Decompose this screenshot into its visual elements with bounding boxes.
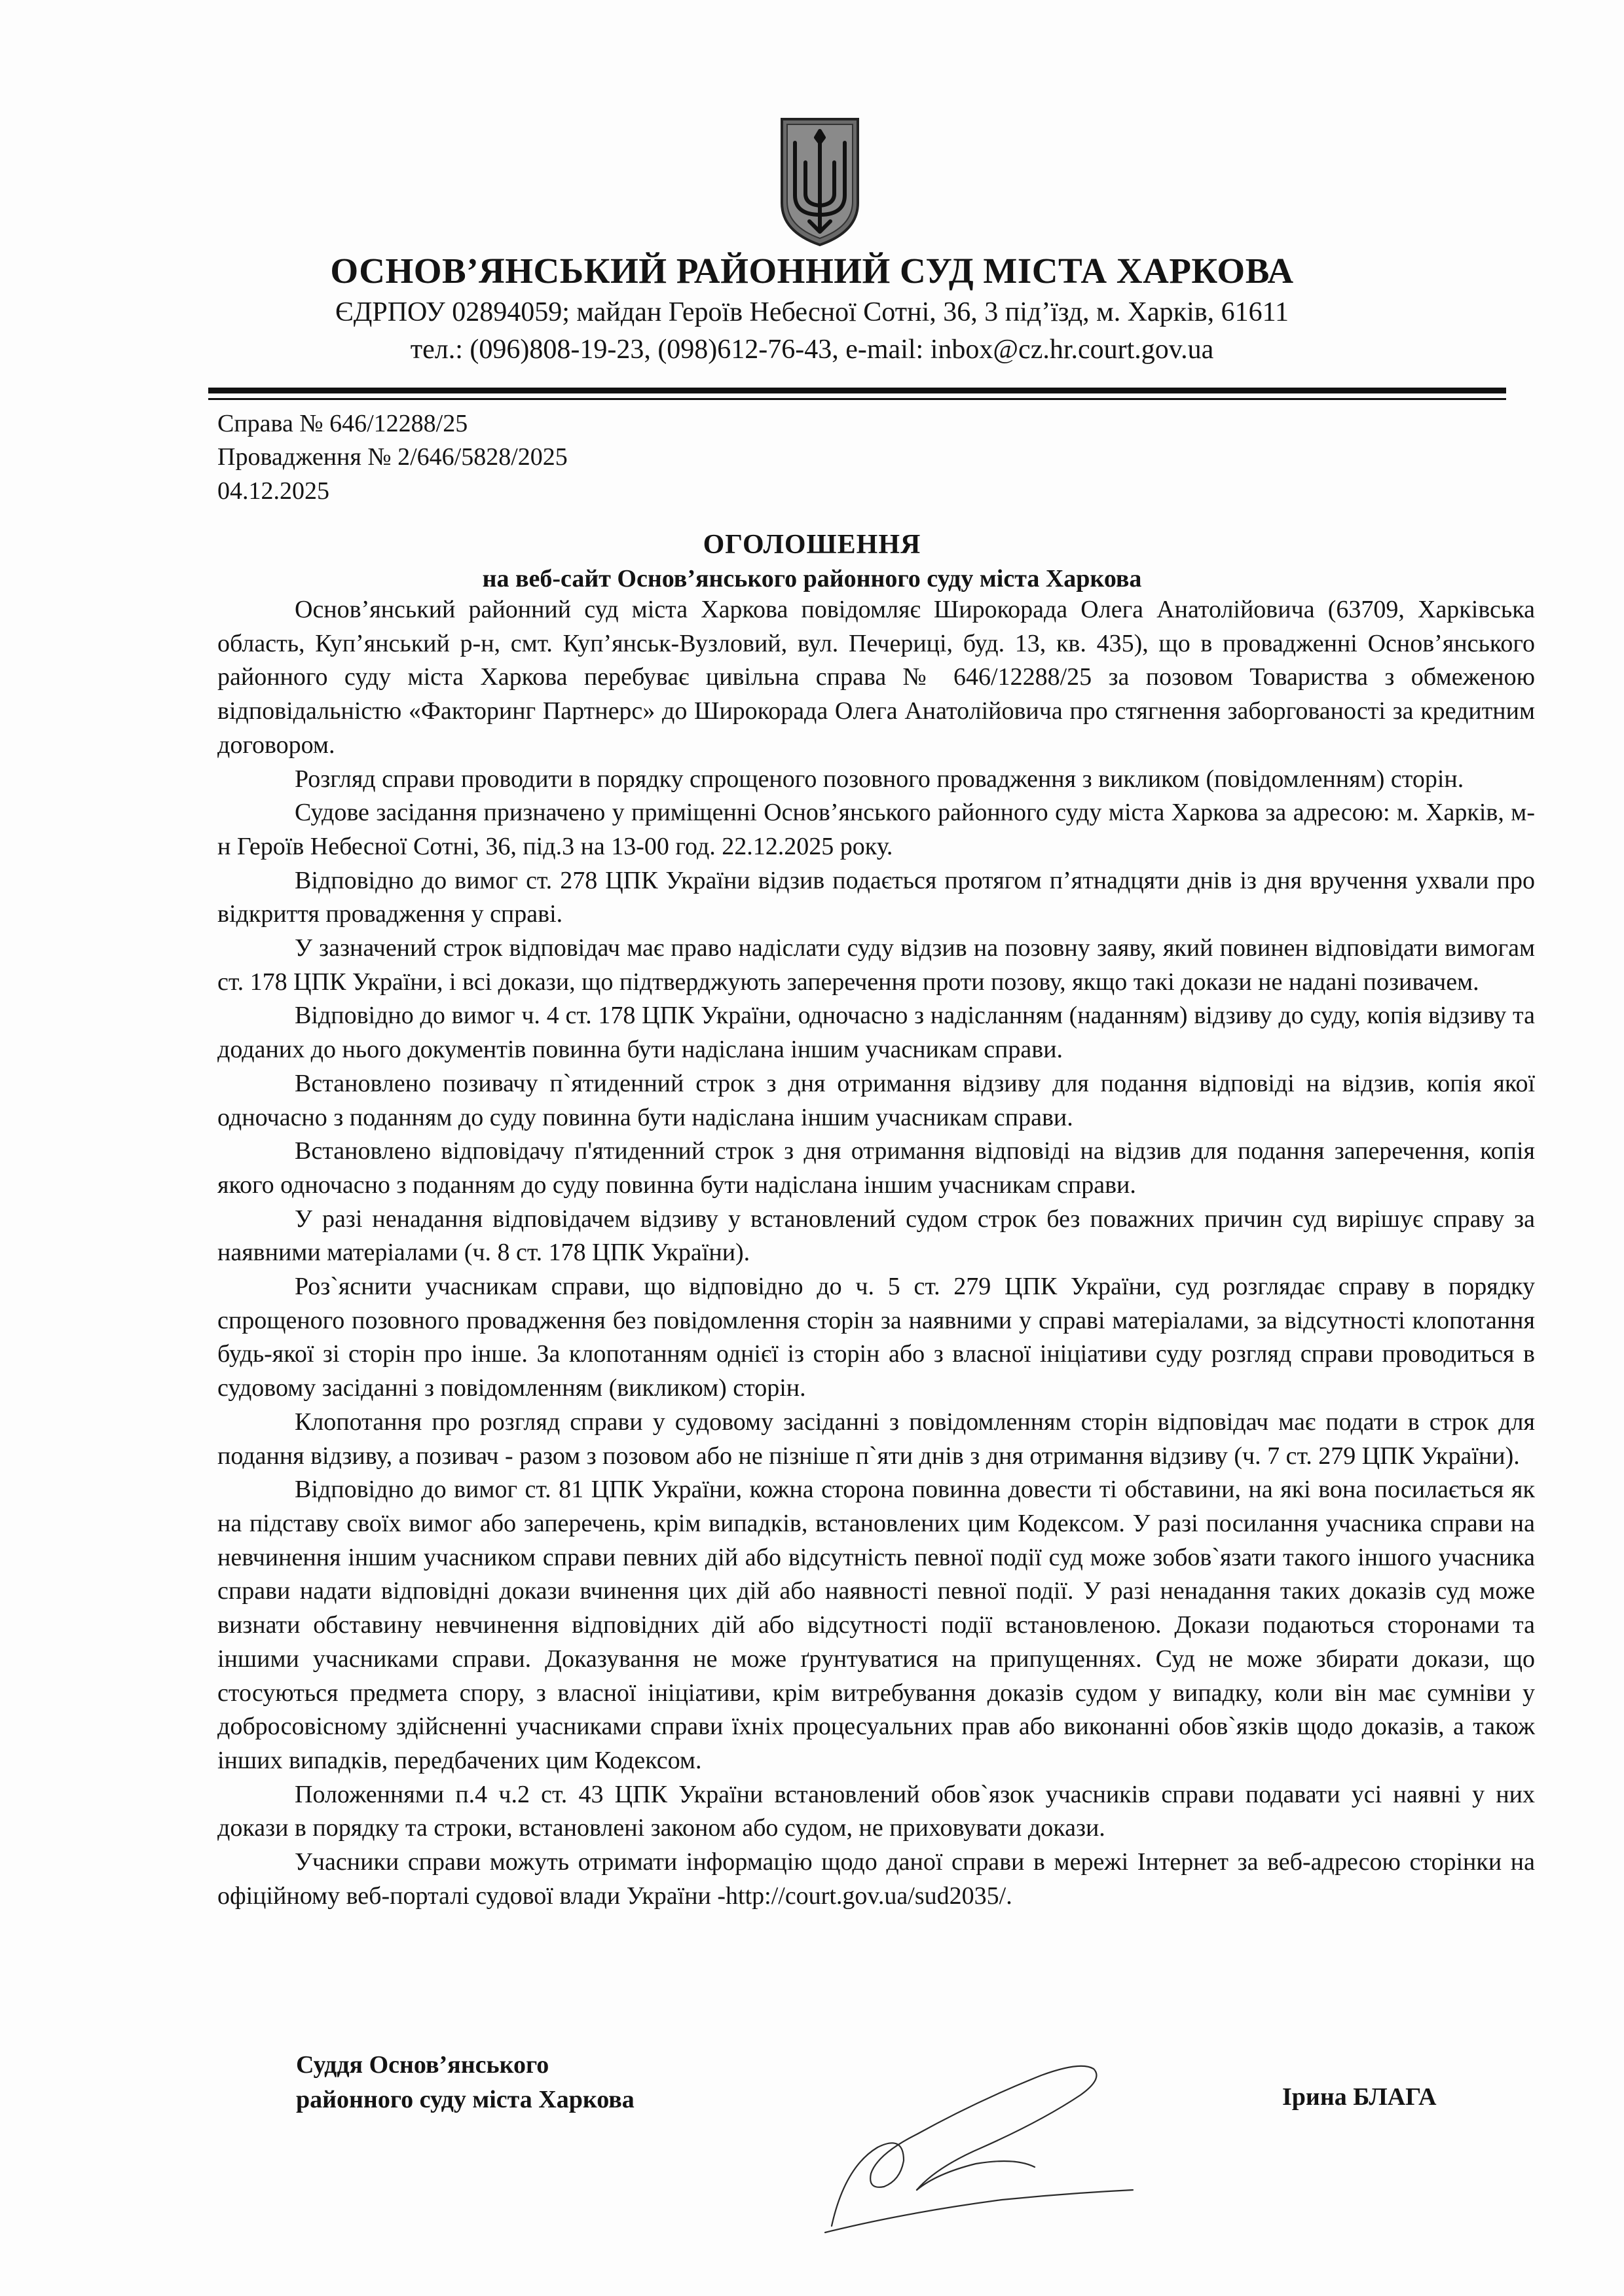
paragraph: Відповідно до вимог ч. 4 ст. 178 ЦПК України, одночасно з надісланням (наданням) відзиву до суду, копія відзиву та доданих до нього документів повинна бути надіслана іншим учасникам справи. xyxy=(217,1002,1535,1064)
paragraph: Встановлено позивачу п`ятиденний строк з дня отримання відзиву для подання відповіді на відзив, копія якої одночасно з поданням до суду повинна бути надіслана іншим учасникам справи. xyxy=(217,1069,1535,1131)
paragraph: Судове засідання призначено у приміщенні Основ’янського районного суду міста Харкова за адресою: м. Харків, м-н Героїв Небесної Сотні, 36, під.3 на 13-00 год. 22.12.2025 року. xyxy=(217,799,1535,860)
notice-subtitle: на веб-сайт Основ’янського районного суду міста Харкова xyxy=(482,565,1142,592)
paragraph: Учасники справи можуть отримати інформацію щодо даної справи в мережі Інтернет за веб-адресою сторінки на офіційному веб-порталі судової влади України -http://court.gov.ua/sud2035/. xyxy=(217,1848,1535,1910)
judge-name: Ірина БЛАГА xyxy=(1282,2083,1437,2111)
judge-role-line2: районного суду міста Харкова xyxy=(296,2086,635,2113)
case-number: Справа № 646/12288/25 xyxy=(217,410,468,437)
paragraph: Положеннями п.4 ч.2 ст. 43 ЦПК України встановлений обов`язок учасників справи подавати усі наявні у них докази в порядку та строки, встановлені законом або судом, не приховувати докази. xyxy=(217,1780,1535,1842)
court-contacts: тел.: (096)808-19-23, (098)612-76-43, e-mail: inbox@cz.hr.court.gov.ua xyxy=(410,335,1214,365)
header-divider-thin xyxy=(208,398,1506,400)
judge-role-line1: Суддя Основ’янського xyxy=(296,2051,549,2079)
paragraph: Роз`яснити учасникам справи, що відповідно до ч. 5 ст. 279 ЦПК України, суд розглядає справу в порядку спрощеного позовного провадження без повідомлення сторін за наявними у справі матеріалами, за відсутності клопотання будь-якої зі сторін про інше. За клопотанням однієї із сторін або з власної ініціативи суду розгляд справи проводиться в судовому засіданні з повідомленням (викликом) сторін. xyxy=(217,1273,1535,1402)
header-divider-thick xyxy=(208,388,1506,393)
judge-role xyxy=(296,2048,635,2117)
paragraph: Відповідно до вимог ст. 278 ЦПК України відзив подається протягом п’ятнадцяти днів із дня вручення ухвали про відкриття провадження у справі. xyxy=(217,866,1535,928)
paragraph: У зазначений строк відповідач має право надіслати суду відзив на позовну заяву, який повинен відповідати вимогам ст. 178 ЦПК України, і всі докази, що підтверджують заперечення проти позову, якщо такі докази не надані позивачем. xyxy=(217,934,1535,996)
notice-title: ОГОЛОШЕННЯ xyxy=(703,530,921,560)
paragraph: Основ’янський районний суд міста Харкова повідомляє Широкорада Олега Анатолійовича (63709, Харківська область, Куп’янський р-н, смт. Куп’янськ-Вузловий, вул. Печериці, буд. 13, кв. 435), що в провадженні Основ’янського районного суду міста Харкова перебуває цивільна справа № 646/12288/25 за позовом Товариства з обмеженою відповідальністю «Факторинг Партнерс» до Широкорада Олега Анатолійовича про стягнення заборгованості за кредитним договором. xyxy=(217,596,1535,759)
document-date: 04.12.2025 xyxy=(217,477,329,505)
paragraph: Розгляд справи проводити в порядку спрощеного позовного провадження з викликом (повідомленням) сторін. xyxy=(295,765,1464,793)
court-name: ОСНОВ’ЯНСЬКИЙ РАЙОННИЙ СУД МІСТА ХАРКОВА xyxy=(330,251,1294,291)
trident-emblem-icon xyxy=(779,117,860,247)
paragraph: Встановлено відповідачу п'ятиденний строк з дня отримання відповіді на відзив для подання заперечення, копія якого одночасно з поданням до суду повинна бути надіслана іншим учасникам справи. xyxy=(217,1137,1535,1199)
notice-body xyxy=(217,593,1535,1913)
court-address: ЄДРПОУ 02894059; майдан Героїв Небесної Сотні, 36, 3 під’їзд, м. Харків, 61611 xyxy=(335,297,1289,327)
paragraph: У разі ненадання відповідачем відзиву у встановлений судом строк без поважних причин суд вирішує справу за наявними матеріалами (ч. 8 ст. 178 ЦПК України). xyxy=(217,1205,1535,1267)
handwritten-signature xyxy=(805,2049,1146,2246)
proceeding-number: Провадження № 2/646/5828/2025 xyxy=(217,443,568,471)
paragraph: Клопотання про розгляд справи у судовому засіданні з повідомленням сторін відповідач має подати в строк для подання відзиву, а позивач - разом з позовом або не пізніше п`яти днів з дня отримання відзиву (ч. 7 ст. 279 ЦПК України). xyxy=(217,1408,1535,1470)
paragraph: Відповідно до вимог ст. 81 ЦПК України, кожна сторона повинна довести ті обставини, на які вона посилається як на підставу своїх вимог або заперечень, крім випадків, встановлених цим Кодексом. У разі посилання учасника справи на невчинення іншим учасником справи певних дій або відсутність певної події суд може зобов`язати такого іншого учасника справи надати відповідні докази вчинення цих дій або наявності певної події. У разі ненадання таких доказів суд може визнати обставину невчинення відповідних дій або відсутності події встановленою. Докази подаються сторонами та іншими учасниками справи. Доказування не може ґрунтуватися на припущеннях. Суд не може збирати докази, що стосуються предмета спору, з власної ініціативи, крім витребування доказів судом у випадку, коли він має сумніви у добросовісному здійсненні учасниками справи їхніх процесуальних прав або виконанні обов`язків щодо доказів, а також інших випадків, передбачених цим Кодексом. xyxy=(217,1476,1535,1774)
